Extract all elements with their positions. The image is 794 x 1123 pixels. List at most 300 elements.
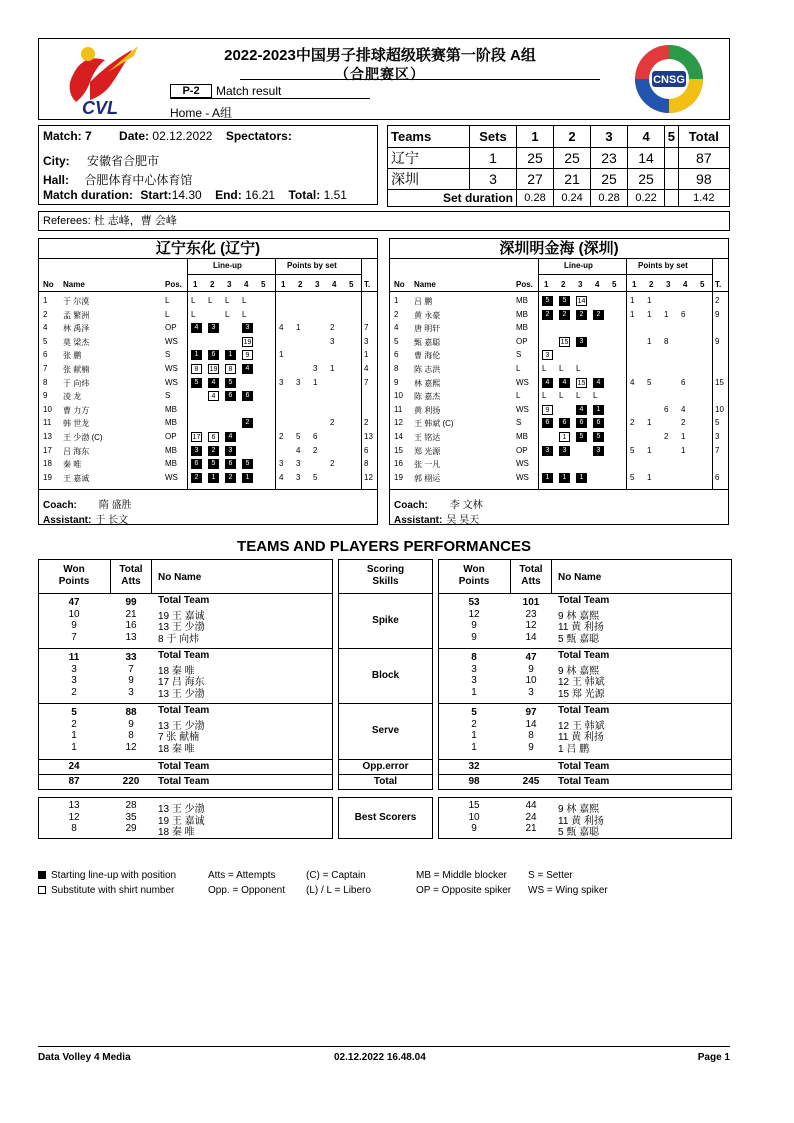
set-points: 1: [681, 445, 686, 455]
player-position: WS: [165, 377, 178, 387]
col-lineup-set: 2: [561, 280, 566, 289]
set-points: 2: [330, 418, 335, 428]
player-position: L: [165, 296, 170, 305]
total-attempts: 8: [128, 730, 134, 741]
col-set4: 4: [628, 126, 665, 148]
col-pos: Pos.: [516, 280, 533, 289]
starting-position: 1: [593, 405, 604, 415]
points-by-set-header: Points by set: [638, 261, 688, 270]
col-points-set: 1: [281, 280, 286, 289]
col-lineup-set: 3: [578, 280, 583, 289]
set5-score: [665, 169, 679, 190]
total-label: Total: [373, 776, 398, 787]
row-rule: [438, 759, 732, 760]
player-name: 郭 栩运: [414, 473, 441, 483]
player-number: 8: [43, 377, 48, 387]
player-total: 7: [364, 323, 369, 333]
total-attempts: 47: [525, 652, 537, 663]
team-sheet-liaoning: [38, 238, 378, 525]
won-points: 2: [471, 718, 477, 730]
set1-score: 27: [517, 169, 554, 190]
player-name: 张 鹏: [63, 351, 82, 361]
total-attempts: 21: [525, 823, 537, 834]
team-name: 辽宁: [388, 148, 470, 169]
coach-label: Coach:: [43, 500, 77, 511]
score-row-liaoning: [388, 148, 730, 169]
won-points: 13: [68, 800, 80, 811]
player-position: WS: [165, 336, 178, 346]
player-total: 2: [715, 296, 720, 305]
set-points: 3: [296, 377, 301, 387]
col-points-set: 3: [666, 280, 671, 289]
match-date: 02.12.2022: [152, 129, 213, 143]
substitute-number: 14: [577, 298, 586, 305]
player-position: L: [516, 391, 521, 401]
match-row: [43, 129, 292, 143]
player-row: [39, 322, 377, 335]
player-position: WS: [516, 377, 529, 387]
won-points: 12: [468, 608, 480, 620]
player-position: L: [165, 309, 170, 319]
set-points: 1: [647, 418, 652, 428]
player-position: MB: [516, 296, 528, 305]
col-points-set: 5: [700, 280, 705, 289]
col-points-set: 2: [298, 280, 303, 289]
total-attempts: 97: [525, 707, 537, 718]
starting-position: 5: [542, 296, 553, 306]
performance-title: TEAMS AND PLAYERS PERFORMANCES: [237, 538, 531, 555]
col-set3: 3: [591, 126, 628, 148]
won-points: 9: [471, 620, 477, 631]
row-rule: [338, 703, 433, 704]
won-points: 10: [68, 608, 80, 620]
starting-position: 3: [242, 323, 253, 333]
roster-bottom-rule: [39, 489, 377, 490]
total-attempts: 9: [128, 675, 134, 686]
total-label: Total:: [288, 188, 321, 202]
player-entry: 13 王 少渤: [158, 688, 205, 700]
duration-row: [43, 188, 347, 202]
set4-duration: 0.22: [628, 190, 665, 207]
substitute-number: 19: [209, 366, 218, 373]
row-rule: [338, 648, 433, 649]
player-row: [39, 431, 377, 444]
libero-mark: L: [576, 391, 581, 401]
assistant-coach: [43, 511, 128, 526]
player-row: [39, 404, 377, 417]
starting-position: 5: [593, 432, 604, 442]
total-attempts: 9: [528, 741, 534, 753]
starting-position: 3: [542, 446, 553, 456]
starting-position: 2: [593, 310, 604, 320]
player-total: 10: [715, 404, 724, 414]
won-points: 87: [68, 776, 80, 787]
player-total: 12: [364, 472, 373, 482]
won-points: 3: [71, 675, 77, 686]
legend-atts: Atts = Attempts: [208, 870, 276, 881]
player-name: 陈 志洪: [414, 365, 441, 374]
row-rule: [338, 774, 433, 775]
total-team-label: Total Team: [558, 705, 610, 716]
total-attempts: 8: [528, 730, 534, 741]
player-number: 10: [43, 404, 52, 414]
set-points: 4: [681, 404, 686, 414]
libero-mark: L: [576, 364, 581, 373]
substitute-number: 9: [542, 405, 553, 415]
set3-score: 23: [591, 148, 628, 169]
player-entry: 11 黄 利扬: [558, 732, 604, 743]
player-total: 3: [364, 336, 369, 346]
player-row: [390, 445, 728, 458]
team-name: 辽宁东化 (辽宁): [39, 239, 377, 259]
col-no: No: [43, 280, 54, 289]
assistant-name: 于 长文: [95, 515, 129, 526]
libero-mark: L: [542, 364, 547, 373]
player-position: S: [516, 418, 522, 428]
set-points: 1: [330, 364, 335, 373]
total-attempts: 10: [525, 675, 537, 686]
won-points: 1: [471, 741, 477, 753]
set-points: 6: [313, 432, 318, 441]
col-set1: 1: [517, 126, 554, 148]
won-points-header: Points: [58, 576, 90, 587]
set4-score: 14: [628, 148, 665, 169]
player-entry: 19 王 嘉诚: [158, 815, 205, 827]
player-number: 11: [43, 418, 52, 428]
starting-position: 4: [593, 378, 604, 388]
player-name: 甄 嘉聪: [414, 337, 441, 347]
player-position: OP: [165, 323, 177, 333]
legend-substitute: [38, 885, 174, 896]
set-points: 3: [313, 364, 318, 373]
total-attempts: 16: [125, 620, 137, 631]
spectators-label: Spectators:: [225, 129, 292, 143]
no-name-header: No Name: [158, 572, 202, 583]
player-number: 8: [394, 364, 399, 373]
player-row: [390, 363, 728, 376]
libero-mark: L: [242, 296, 247, 305]
set4-score: 25: [628, 169, 665, 190]
legend-op: OP = Opposite spiker: [416, 885, 512, 896]
starting-position: 4: [242, 364, 253, 374]
player-number: 11: [394, 404, 403, 414]
won-points: 15: [468, 800, 480, 811]
won-points-header: Won: [463, 564, 485, 575]
won-points: 3: [471, 663, 477, 675]
player-entry: 7 张 献楠: [158, 732, 200, 743]
set-points: 2: [313, 445, 318, 455]
total-attempts: 44: [525, 800, 537, 811]
won-points: 2: [71, 718, 77, 730]
coach-name: 李 文林: [449, 500, 483, 511]
set-points: 1: [647, 309, 652, 319]
set-points: 1: [681, 432, 686, 441]
duration-label: Match duration:: [43, 188, 133, 202]
total-score: 98: [678, 169, 729, 190]
starting-position: 3: [576, 337, 587, 347]
set2-score: 21: [554, 169, 591, 190]
scoring-skills-header: Scoring: [366, 564, 405, 575]
set-points: 3: [296, 459, 301, 469]
col-points-set: 4: [332, 280, 337, 289]
start-value: 14.30: [171, 188, 202, 202]
won-points: 32: [468, 761, 480, 772]
set-points: 5: [296, 432, 301, 441]
score-header-row: [388, 126, 730, 148]
total-team-label: Total Team: [558, 776, 610, 787]
player-row: [390, 309, 728, 322]
col-total: T.: [715, 280, 722, 289]
player-number: 14: [394, 432, 403, 441]
col-sets: Sets: [470, 126, 517, 148]
set2-score: 25: [554, 148, 591, 169]
libero-mark: L: [593, 391, 598, 401]
row-rule: [438, 648, 732, 649]
player-name: 王 铭达: [414, 433, 441, 442]
set-points: 1: [313, 377, 318, 387]
set-points: 2: [664, 432, 669, 441]
total-attempts: 99: [125, 597, 137, 608]
starting-position: 3: [208, 323, 219, 333]
starting-position: 3: [191, 446, 202, 456]
sets-won: 3: [470, 169, 517, 190]
player-name: 张 献楠: [63, 365, 90, 374]
col-points-set: 2: [649, 280, 654, 289]
set-points: 3: [279, 377, 284, 387]
player-number: 18: [43, 459, 52, 469]
player-number: 13: [43, 432, 52, 441]
assistant-label: Assistant:: [43, 515, 92, 526]
set-points: 2: [330, 323, 335, 333]
total-attempts: 13: [125, 631, 137, 643]
substitute-number: 15: [560, 338, 569, 346]
starting-position: 6: [191, 459, 202, 469]
footer-timestamp: 02.12.2022 16.48.04: [334, 1052, 426, 1063]
won-points: 8: [471, 652, 477, 663]
starting-position: 3: [593, 446, 604, 456]
player-row: [39, 349, 377, 362]
player-number: 19: [43, 472, 52, 482]
points-by-set-header: Points by set: [287, 261, 337, 270]
starting-position: 4: [225, 432, 236, 442]
subheader-rule: [187, 274, 361, 275]
starting-position: 6: [208, 350, 219, 360]
col-set5: 5: [665, 126, 679, 148]
assistant-coach: [394, 511, 479, 526]
set-points: 8: [664, 336, 669, 346]
player-row: [39, 295, 377, 308]
score-table: [387, 125, 730, 205]
total-attempts: 3: [128, 686, 134, 698]
player-entry: 8 于 向炜: [158, 633, 200, 645]
player-position: WS: [165, 364, 178, 373]
player-entry: 9 林 嘉熙: [558, 804, 600, 815]
legend-ws: WS = Wing spiker: [528, 885, 608, 896]
won-points: 10: [468, 811, 480, 823]
player-name: 于 尔漠: [63, 297, 90, 306]
player-entry: 9 林 嘉熙: [558, 665, 600, 677]
total-attempts: 33: [125, 652, 137, 663]
player-number: 12: [394, 418, 403, 428]
player-entry: 13 王 少渤: [158, 622, 205, 633]
legend-opp: Opp. = Opponent: [208, 885, 286, 896]
row-rule: [38, 648, 333, 649]
total-duration: 1.42: [678, 190, 729, 207]
col-name: Name: [63, 280, 85, 289]
legend-starting: [38, 870, 176, 881]
won-points: 1: [471, 730, 477, 741]
player-entry: 12 王 韩斌: [558, 677, 605, 688]
legend-mb: MB = Middle blocker: [416, 870, 507, 881]
total-attempts: 14: [525, 718, 537, 730]
col-lineup-set: 1: [544, 280, 549, 289]
player-number: 1: [43, 296, 48, 305]
player-name: 黄 永豪: [414, 310, 441, 320]
player-entry: 1 吕 鹏: [558, 743, 590, 755]
won-points: 1: [71, 741, 77, 753]
player-row: [390, 390, 728, 403]
col-no: No: [394, 280, 405, 289]
player-row: [390, 431, 728, 444]
col-pos: Pos.: [165, 280, 182, 289]
substitute-number: 19: [243, 338, 252, 346]
home-label: Home - A组: [170, 106, 233, 120]
starting-position: 6: [225, 391, 236, 401]
report-type: Match result: [216, 84, 282, 98]
player-row: [39, 472, 377, 485]
col-lineup-set: 5: [612, 280, 617, 289]
player-row: [39, 363, 377, 376]
col-points-set: 5: [349, 280, 354, 289]
starting-position: 1: [242, 473, 253, 483]
won-points: 5: [71, 707, 77, 718]
total-team-label: Total Team: [558, 650, 610, 661]
total-attempts: 9: [528, 663, 534, 675]
player-name: 张 一凡: [414, 460, 441, 470]
player-row: [390, 322, 728, 335]
player-number: 19: [394, 472, 403, 482]
total-attempts: 12: [525, 620, 537, 631]
team-name: 深圳: [388, 169, 470, 190]
starting-position: 5: [208, 459, 219, 469]
roster-bottom-rule: [390, 489, 728, 490]
player-total: 6: [715, 472, 720, 482]
player-entry: 11 黄 利扬: [558, 622, 604, 633]
player-row: [39, 445, 377, 458]
set-points: 1: [647, 472, 652, 482]
total-attempts: 220: [122, 776, 140, 787]
player-position: MB: [165, 404, 177, 414]
row-rule: [338, 593, 433, 594]
player-name: 陈 嘉杰: [414, 392, 441, 402]
starting-position: 6: [225, 459, 236, 469]
set-points: 6: [664, 404, 669, 414]
player-total: 6: [364, 445, 369, 455]
libero-mark: L: [242, 309, 247, 319]
col-lineup-set: 4: [244, 280, 249, 289]
set-points: 5: [313, 472, 318, 482]
player-number: 16: [394, 459, 403, 469]
set-points: 4: [630, 377, 635, 387]
player-name: 凌 龙: [63, 392, 82, 402]
team-name: 深圳明金海 (深圳): [390, 239, 728, 259]
set-points: 3: [279, 459, 284, 469]
won-points: 12: [68, 811, 80, 823]
report-rule: [170, 98, 370, 99]
player-number: 9: [394, 377, 399, 387]
hall-row: [43, 171, 192, 188]
set-points: 2: [279, 432, 284, 441]
legend-libero: (L) / L = Libero: [306, 885, 371, 896]
set-points: 1: [630, 309, 635, 319]
col-lineup-set: 2: [210, 280, 215, 289]
match-info: [38, 125, 378, 205]
player-position: S: [165, 391, 171, 401]
won-points: 1: [471, 686, 477, 698]
col-total: Total: [678, 126, 729, 148]
total-score: 87: [678, 148, 729, 169]
starting-position: 4: [576, 405, 587, 415]
libero-mark: L: [225, 309, 230, 319]
row-rule: [38, 593, 333, 594]
end-value: 16.21: [245, 188, 276, 202]
starting-position: 2: [542, 310, 553, 320]
filled-square-icon: [38, 871, 46, 879]
lineup-header: Line-up: [213, 261, 242, 270]
total-attempts: 101: [522, 597, 540, 608]
total-atts-header: Atts: [521, 576, 541, 587]
player-entry: 13 王 少渤: [158, 804, 205, 815]
starting-position: 1: [559, 473, 570, 483]
substitute-number: 8: [191, 364, 202, 374]
set-points: 4: [296, 445, 301, 455]
best-scorers-label: Best Scorers: [354, 812, 417, 823]
col-name: Name: [414, 280, 436, 289]
total-attempts: 28: [125, 800, 137, 811]
player-number: 2: [394, 309, 399, 319]
starting-position: 2: [559, 310, 570, 320]
player-entry: 15 郑 光源: [558, 688, 605, 700]
player-name: 孟 繁洲: [63, 310, 90, 320]
player-position: OP: [516, 336, 528, 346]
starting-position: 1: [225, 350, 236, 360]
open-square-icon: [38, 886, 46, 894]
player-total: 2: [364, 418, 369, 428]
won-points: 24: [68, 761, 80, 772]
total-attempts: 88: [125, 707, 137, 718]
starting-position: 4: [191, 323, 202, 333]
set-points: 1: [647, 336, 652, 346]
footer-page: Page 1: [697, 1052, 730, 1063]
row-rule: [338, 759, 433, 760]
player-total: 1: [364, 350, 369, 360]
coach-label: Coach:: [394, 500, 428, 511]
player-row: [390, 295, 728, 308]
won-points: 9: [471, 631, 477, 643]
player-number: 2: [43, 309, 48, 319]
total-team-label: Total Team: [158, 705, 210, 716]
col-lineup-set: 5: [261, 280, 266, 289]
starting-position: 6: [542, 418, 553, 428]
coach-name: 隋 盛胜: [98, 500, 132, 511]
player-number: 5: [394, 336, 399, 346]
starting-position: 4: [542, 378, 553, 388]
total-team-label: Total Team: [558, 595, 610, 606]
substitute-number: 15: [577, 379, 586, 387]
opp-error-label: Opp.error: [362, 761, 409, 772]
player-row: [390, 458, 728, 471]
player-number: 1: [394, 296, 399, 305]
